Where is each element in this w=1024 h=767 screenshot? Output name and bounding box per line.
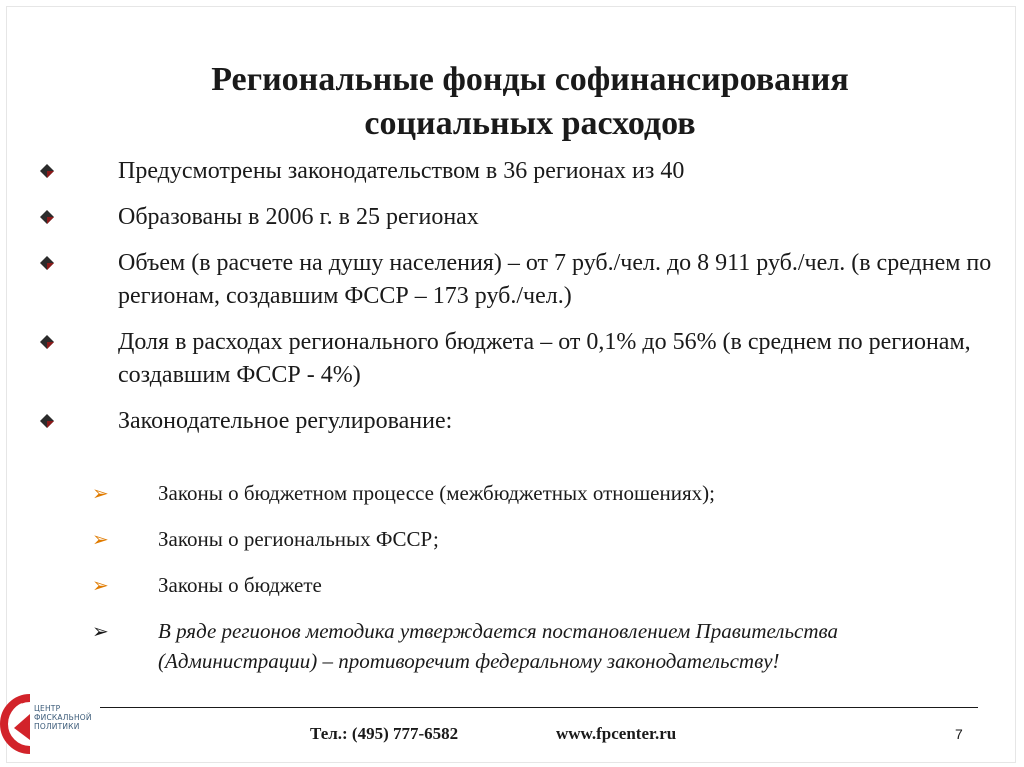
logo-line: ФИСКАЛЬНОЙ (34, 713, 92, 722)
bullet-item (40, 155, 1000, 188)
sub-bullet-text: В ряде регионов методика утверждается постановлением Правительства (Администрации) – противоречит федеральному законодательству! (158, 619, 838, 673)
bullet-text: Доля в расходах регионального бюджета – от 0,1% до 56% (в среднем по регионам, создавшим ФССР - 4%) (118, 329, 971, 388)
logo-line: ЦЕНТР (34, 704, 61, 713)
arrow-right-icon: ➢ (92, 481, 109, 505)
sub-bullet-text: Законы о региональных ФССР; (158, 527, 439, 551)
sub-bullet-item (92, 570, 992, 600)
sub-bullet-item (92, 616, 992, 676)
bullet-item (40, 326, 1000, 392)
arrow-right-icon: ➢ (92, 619, 109, 643)
diamond-bullet-icon (40, 210, 54, 224)
sub-bullet-list (92, 478, 992, 692)
title-line-2: социальных расходов (364, 105, 696, 142)
footer-phone: Тел.: (495) 777-6582 (310, 724, 459, 743)
diamond-bullet-icon (40, 335, 54, 349)
logo-text (34, 704, 100, 731)
arrow-right-icon: ➢ (92, 573, 109, 597)
page-number: 7 (955, 726, 963, 742)
title-line-1: Региональные фонды софинансирования (211, 61, 849, 98)
arrow-right-icon: ➢ (92, 527, 109, 551)
bullet-list (40, 155, 1000, 451)
bullet-item (40, 247, 1000, 313)
diamond-bullet-icon (40, 164, 54, 178)
bullet-text: Предусмотрены законодательством в 36 регионах из 40 (118, 158, 685, 184)
footer-website-link[interactable]: www.fpcenter.ru (556, 724, 677, 743)
sub-bullet-item (92, 478, 992, 508)
bullet-text: Образованы в 2006 г. в 25 регионах (118, 204, 479, 230)
logo-line: ПОЛИТИКИ (34, 722, 80, 731)
sub-bullet-item (92, 524, 992, 554)
slide-title (150, 58, 910, 146)
sub-bullet-text: Законы о бюджете (158, 573, 322, 597)
bullet-text: Законодательное регулирование: (118, 408, 453, 434)
bullet-item (40, 405, 1000, 438)
diamond-bullet-icon (40, 256, 54, 270)
sub-bullet-text: Законы о бюджетном процессе (межбюджетных отношениях); (158, 481, 715, 505)
diamond-bullet-icon (40, 414, 54, 428)
footer-divider (100, 707, 978, 708)
bullet-text: Объем (в расчете на душу населения) – от 7 руб./чел. до 8 911 руб./чел. (в среднем по регионам, создавшим ФССР – 173 руб./чел.) (118, 250, 992, 309)
bullet-item (40, 201, 1000, 234)
